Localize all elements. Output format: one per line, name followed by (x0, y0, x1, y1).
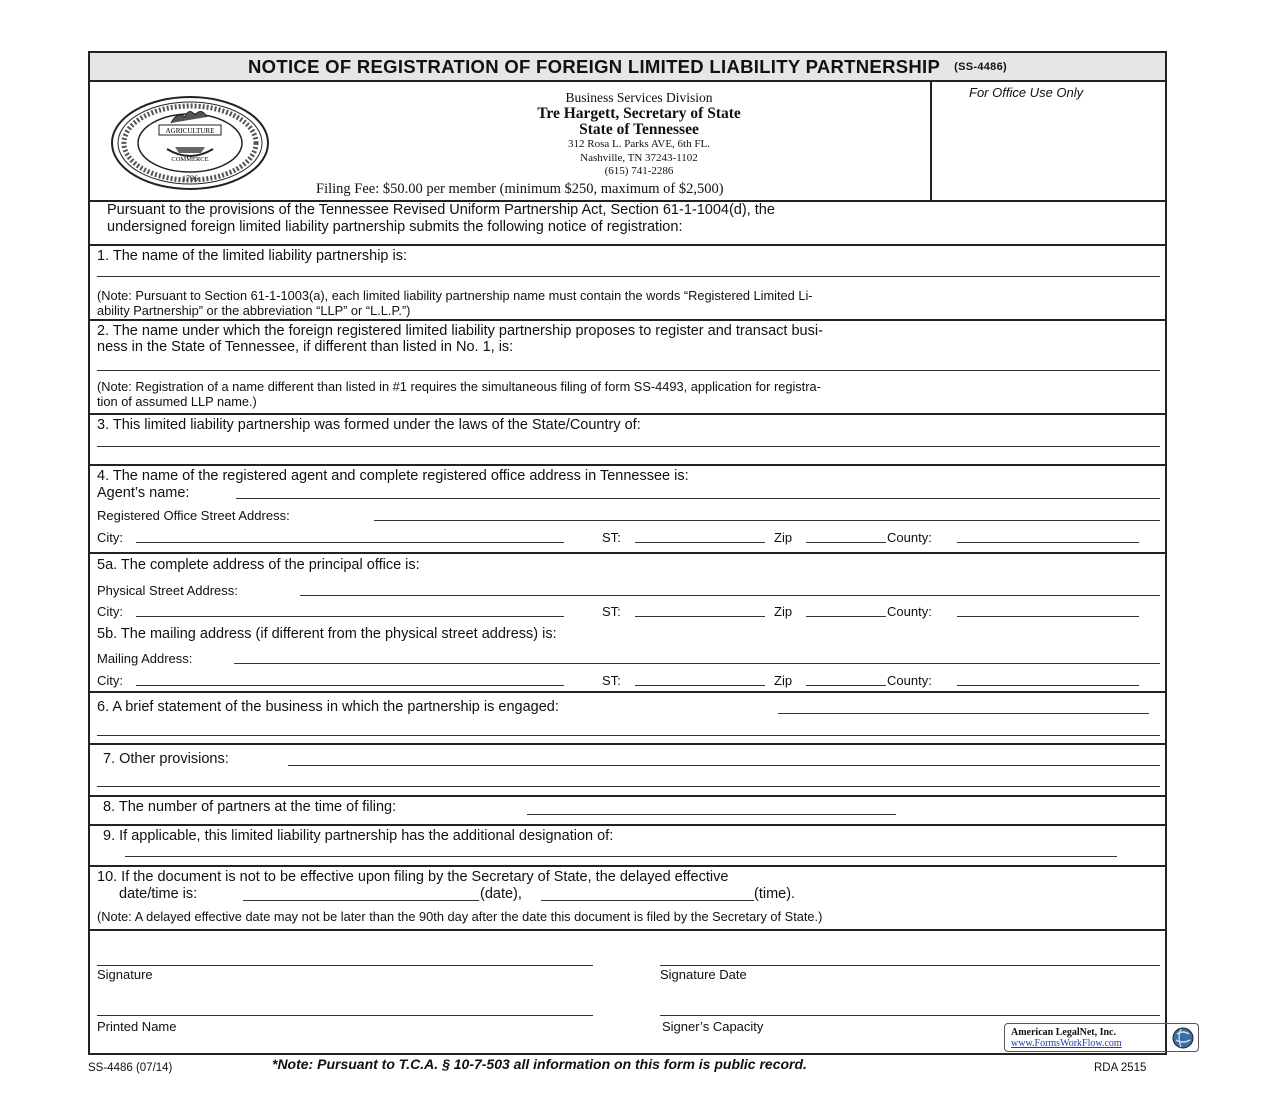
vendor-name: American LegalNet, Inc. (1011, 1027, 1116, 1038)
principal-county-field[interactable] (957, 616, 1139, 617)
item-2-line-1: 2. The name under which the foreign registered limited liability partnership proposes to register and transact busi- (97, 323, 823, 339)
county-label: County: (887, 673, 932, 688)
zip-label: Zip (774, 673, 793, 688)
form-code: (SS-4486) (954, 60, 1007, 73)
item-9-label: 9. If applicable, this limited liability partnership has the additional designation of: (103, 828, 614, 844)
form-version: SS-4486 (07/14) (88, 1062, 173, 1074)
mailing-address-label: Mailing Address: (97, 651, 193, 666)
address-line-2: Nashville, TN 37243-1102 (580, 151, 698, 164)
form-title-bar (90, 53, 1165, 82)
item-10-section (90, 867, 1165, 931)
item-6-label: 6. A brief statement of the business in which the partnership is engaged: (97, 699, 559, 715)
mailing-address-field[interactable] (234, 663, 1160, 664)
intro-line-1: Pursuant to the provisions of the Tennessee Revised Uniform Partnership Act, Section 61-1-1004(d), the (107, 202, 775, 218)
agent-city-field[interactable] (136, 542, 564, 543)
item-9-section (90, 826, 1165, 867)
item-4-label: 4. The name of the registered agent and complete registered office address in Tennessee is: (97, 468, 689, 484)
item-1-note-line-1: (Note: Pursuant to Section 61-1-1003(a), each limited liability partnership name must contain the words “Registered Limited Li- (97, 288, 813, 303)
svg-text:AGRICULTURE: AGRICULTURE (165, 127, 215, 135)
office-use-label: For Office Use Only (969, 85, 1084, 100)
item-5a-label: 5a. The complete address of the principal office is: (97, 557, 420, 573)
item-4-section (90, 466, 1165, 554)
item-5-section (90, 554, 1165, 693)
signers-capacity-field[interactable] (660, 1015, 1160, 1016)
time-label: (time). (754, 886, 796, 902)
item-3-section (90, 415, 1165, 466)
st-label: ST: (602, 604, 621, 619)
vendor-badge[interactable] (1004, 1023, 1199, 1052)
agent-county-field[interactable] (957, 542, 1139, 543)
agent-name-field[interactable] (236, 498, 1160, 499)
item-8-label: 8. The number of partners at the time of filing: (103, 799, 397, 815)
county-label: County: (887, 530, 932, 545)
principal-state-field[interactable] (635, 616, 765, 617)
llp-name-field[interactable] (97, 276, 1160, 277)
phone-number: (615) 741-2286 (604, 165, 674, 177)
printed-name-field[interactable] (97, 1015, 593, 1016)
city-label: City: (97, 673, 123, 688)
address-line-1: 312 Rosa L. Parks AVE, 6th FL. (568, 138, 710, 150)
city-label: City: (97, 530, 123, 545)
header (90, 82, 1165, 202)
business-statement-field-line-2[interactable] (97, 735, 1160, 736)
city-label: City: (97, 604, 123, 619)
intro-line-2: undersigned foreign limited liability partnership submits the following notice of registration: (107, 219, 683, 235)
reg-office-street-field[interactable] (374, 520, 1160, 521)
principal-city-field[interactable] (136, 616, 564, 617)
signature-field[interactable] (97, 965, 593, 966)
item-1-label: 1. The name of the limited liability partnership is: (97, 248, 408, 264)
date-label: (date), (480, 886, 522, 902)
item-10-datetime-label: date/time is: (119, 886, 198, 902)
globe-icon (1171, 1026, 1195, 1050)
signature-date-field[interactable] (660, 965, 1160, 966)
item-2-section (90, 321, 1165, 415)
tn-name-field[interactable] (97, 370, 1160, 371)
st-label: ST: (602, 673, 621, 688)
zip-label: Zip (774, 604, 793, 619)
signature-date-label: Signature Date (660, 967, 747, 982)
other-provisions-field-line-2[interactable] (97, 786, 1160, 787)
business-statement-field[interactable] (778, 713, 1149, 714)
svg-text:COMMERCE: COMMERCE (171, 156, 209, 163)
public-record-note: *Note: Pursuant to T.C.A. § 10-7-503 all information on this form is public record. (272, 1056, 807, 1072)
agent-state-field[interactable] (635, 542, 765, 543)
formation-state-field[interactable] (97, 446, 1160, 447)
state-seal-icon (109, 95, 271, 191)
physical-street-label: Physical Street Address: (97, 583, 238, 598)
agent-name-label: Agent’s name: (97, 485, 190, 501)
signature-label: Signature (97, 967, 153, 982)
county-label: County: (887, 604, 932, 619)
item-1-note-line-2: ability Partnership” or the abbreviation “LLP” or “L.L.P.”) (97, 303, 411, 318)
mailing-state-field[interactable] (635, 685, 765, 686)
item-1-section (90, 246, 1165, 321)
designation-field[interactable] (125, 856, 1117, 857)
item-2-note-line-1: (Note: Registration of a name different than listed in #1 requires the simultaneous filing of form SS-4493, application for registra- (97, 379, 821, 394)
principal-zip-field[interactable] (806, 616, 886, 617)
filing-fee: Filing Fee: $50.00 per member (minimum $250, maximum of $2,500) (316, 181, 724, 197)
form-frame (88, 51, 1167, 1055)
item-8-section (90, 797, 1165, 826)
office-use-box (930, 82, 1167, 200)
agent-zip-field[interactable] (806, 542, 886, 543)
mailing-city-field[interactable] (136, 685, 564, 686)
item-2-note-line-2: tion of assumed LLP name.) (97, 394, 257, 409)
zip-label: Zip (774, 530, 793, 545)
vendor-link[interactable]: www.FormsWorkFlow.com (1011, 1038, 1122, 1049)
item-3-label: 3. This limited liability partnership was formed under the laws of the State/Country of: (97, 417, 641, 433)
st-label: ST: (602, 530, 621, 545)
item-2-line-2: ness in the State of Tennessee, if different than listed in No. 1, is: (97, 339, 514, 355)
form-title: NOTICE OF REGISTRATION OF FOREIGN LIMITED LIABILITY PARTNERSHIP (248, 55, 941, 77)
intro-section (90, 200, 1165, 246)
rda-code: RDA 2515 (1094, 1062, 1147, 1074)
other-provisions-field[interactable] (288, 765, 1160, 766)
state-name: State of Tennessee (579, 121, 699, 138)
item-5b-label: 5b. The mailing address (if different from the physical street address) is: (97, 626, 557, 642)
effective-time-field[interactable] (541, 900, 754, 901)
secretary-name: Tre Hargett, Secretary of State (537, 105, 741, 122)
item-7-section (90, 745, 1165, 797)
mailing-county-field[interactable] (957, 685, 1139, 686)
item-10-line-1: 10. If the document is not to be effective upon filing by the Secretary of State, the delayed effective (97, 869, 729, 885)
partner-count-field[interactable] (527, 814, 896, 815)
mailing-zip-field[interactable] (806, 685, 886, 686)
printed-name-label: Printed Name (97, 1019, 177, 1034)
item-10-note: (Note: A delayed effective date may not be later than the 90th day after the date this document is filed by the Secretary of State.) (97, 909, 823, 924)
reg-office-street-label: Registered Office Street Address: (97, 508, 290, 523)
division-name: Business Services Division (565, 90, 713, 105)
effective-date-field[interactable] (243, 900, 479, 901)
signers-capacity-label: Signer’s Capacity (662, 1019, 764, 1034)
item-6-section (90, 693, 1165, 745)
svg-text:1796: 1796 (182, 174, 198, 183)
physical-street-field[interactable] (300, 595, 1160, 596)
item-7-label: 7. Other provisions: (103, 751, 229, 767)
